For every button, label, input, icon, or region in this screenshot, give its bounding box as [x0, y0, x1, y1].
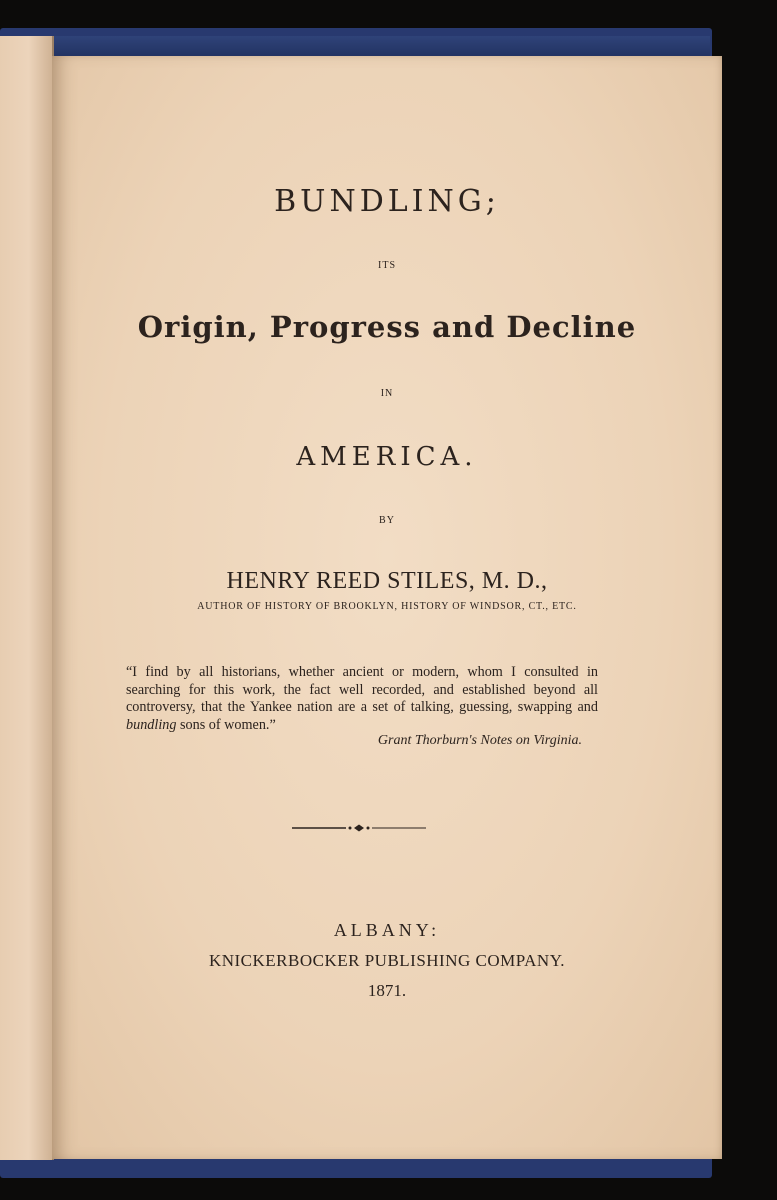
- country-name: AMERICA.: [296, 442, 478, 472]
- ornamental-rule: [292, 820, 426, 836]
- book-title: BUNDLING;: [274, 184, 500, 219]
- epigraph-quote: [126, 664, 598, 734]
- in-word: IN: [380, 388, 394, 399]
- book-subtitle: Origin, Progress and Decline: [137, 310, 637, 344]
- quote-source: Grant Thorburn's Notes on Virginia.: [377, 733, 582, 748]
- publisher-name: KNICKERBOCKER PUBLISHING COMPANY.: [208, 951, 566, 970]
- author-name: HENRY REED STILES, M. D.,: [226, 568, 548, 594]
- quote-text-end: sons of women.”: [176, 716, 276, 733]
- publication-year: 1871.: [367, 981, 407, 1000]
- quote-text-start: “I find by all historians, whether ancient or modern, whom I consulted in searching for this work, the fact well recorded, and established beyond all controversy, that the Yankee nation are a set of talking, guessing, swapping and: [126, 664, 598, 715]
- title-page: [52, 56, 722, 1159]
- publication-place: ALBANY:: [333, 920, 441, 940]
- its-word: ITS: [378, 260, 396, 271]
- author-credentials: AUTHOR OF HISTORY OF BROOKLYN, HISTORY OF WINDSOR, CT., ETC.: [197, 601, 577, 612]
- quote-emphasis: bundling: [126, 716, 177, 733]
- facing-page-edge: [0, 36, 54, 1160]
- by-word: BY: [379, 515, 395, 526]
